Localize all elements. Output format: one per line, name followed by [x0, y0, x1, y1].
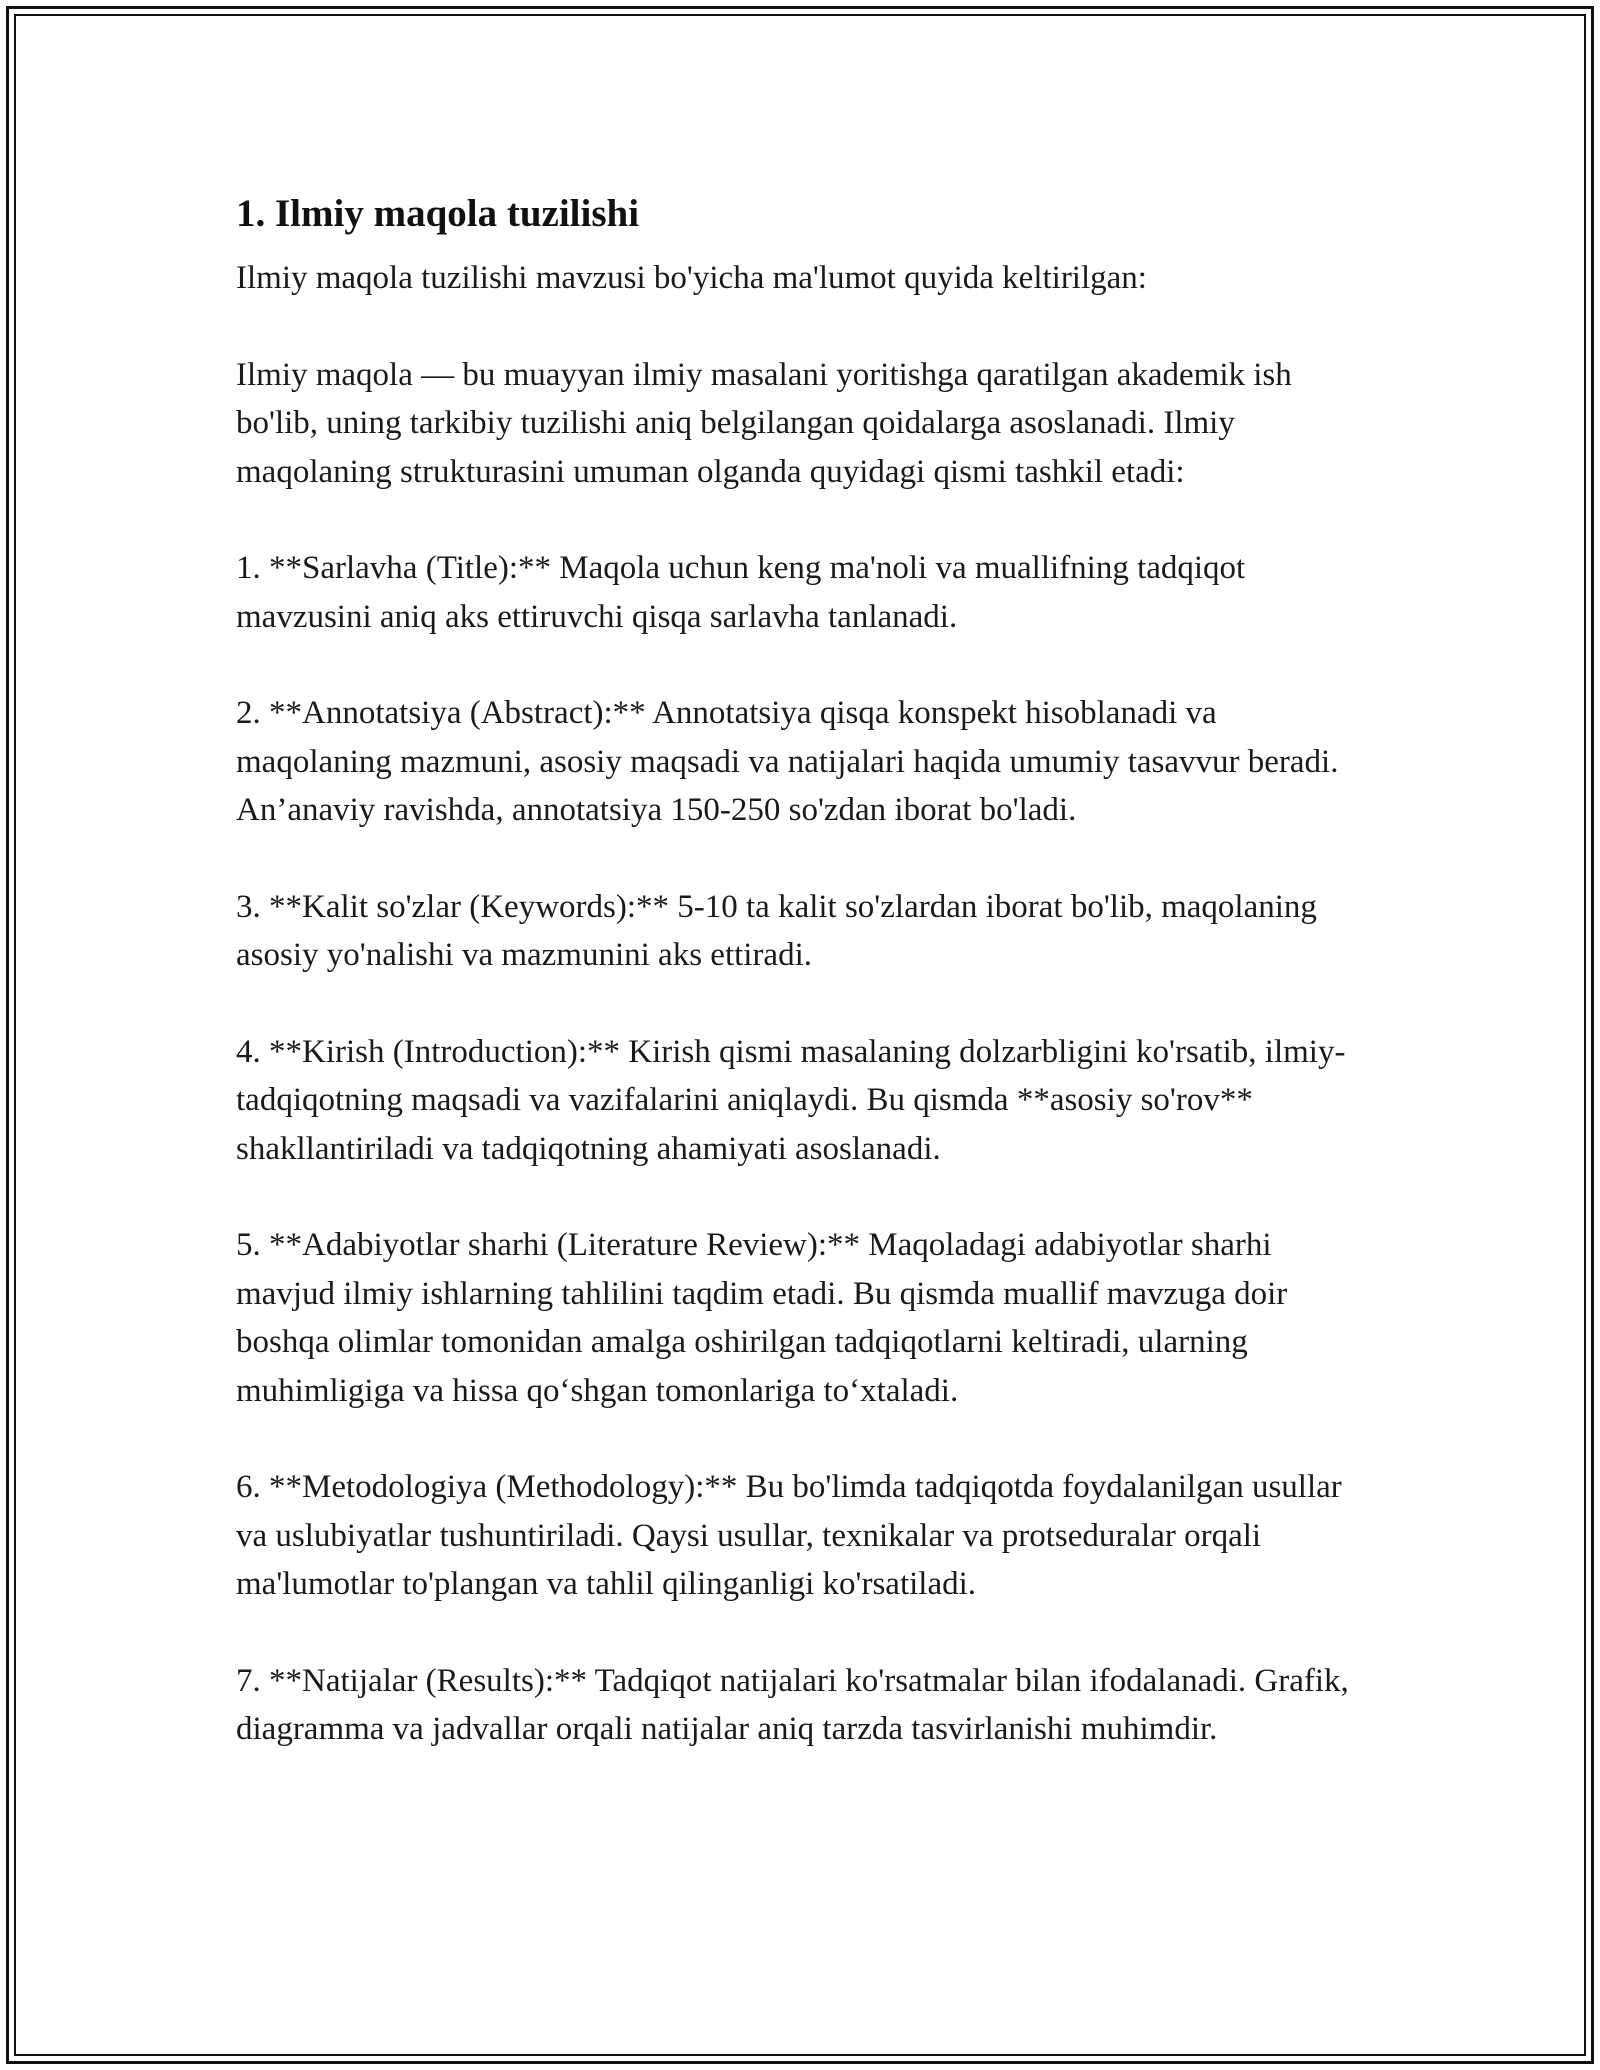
- list-item-results: 7. **Natijalar (Results):** Tadqiqot natijalari ko'rsatmalar bilan ifodalanadi. Grafik, diagramma va jadvallar orqali natijalar aniq tarzda tasvirlanishi muhimdir.: [236, 1662, 1349, 1747]
- list-item-literature-review: 5. **Adabiyotlar sharhi (Literature Review):** Maqoladagi adabiyotlar sharhi mavjud ilmiy ishlarning tahlilini taqdim etadi. Bu qismda muallif mavzuga doir boshqa olimlar tomonidan amalga oshirilgan tadqiqotlarni keltiradi, ularning muhimligiga va hissa qo‘shgan tomonlariga to‘xtaladi.: [236, 1227, 1288, 1409]
- list-item-methodology: 6. **Metodologiya (Methodology):** Bu bo'limda tadqiqotda foydalanilgan usullar va uslubiyatlar tushuntiriladi. Qaysi usullar, texnikalar va protseduralar orqali ma'lumotlar to'plangan va tahlil qilinganligi ko'rsatiladi.: [236, 1469, 1342, 1602]
- definition-paragraph: Ilmiy maqola — bu muayyan ilmiy masalani yoritishga qaratilgan akademik ish bo'lib, uning tarkibiy tuzilishi aniq belgilangan qoidalarga asoslanadi. Ilmiy maqolaning strukturasini umuman olganda quyidagi qismi tashkil etadi:: [236, 356, 1292, 490]
- list-item-abstract: 2. **Annotatsiya (Abstract):** Annotatsiya qisqa konspekt hisoblanadi va maqolaning mazmuni, asosiy maqsadi va natijalari haqida umumiy tasavvur beradi. An’anaviy ravishda, annotatsiya 150-250 so'zdan iborat bo'ladi.: [236, 695, 1339, 828]
- list-item-title: 1. **Sarlavha (Title):** Maqola uchun keng ma'noli va muallifning tadqiqot mavzusini aniq aks ettiruvchi qisqa sarlavha tanlanadi.: [236, 550, 1246, 635]
- list-item-keywords: 3. **Kalit so'zlar (Keywords):** 5-10 ta kalit so'zlardan iborat bo'lib, maqolaning asosiy yo'nalishi va mazmunini aks ettiradi.: [236, 888, 1317, 973]
- section-heading: 1. Ilmiy maqola tuzilishi: [236, 192, 640, 235]
- list-item-introduction: 4. **Kirish (Introduction):** Kirish qismi masalaning dolzarbligini ko'rsatib, ilmiy-tadqiqotning maqsadi va vazifalarini aniqlaydi. Bu qismda **asosiy so'rov** shakllantiriladi va tadqiqotning ahamiyati asoslanadi.: [236, 1033, 1346, 1167]
- intro-paragraph: Ilmiy maqola tuzilishi mavzusi bo'yicha ma'lumot quyida keltirilgan:: [236, 260, 1147, 296]
- document-body: [236, 186, 1376, 1754]
